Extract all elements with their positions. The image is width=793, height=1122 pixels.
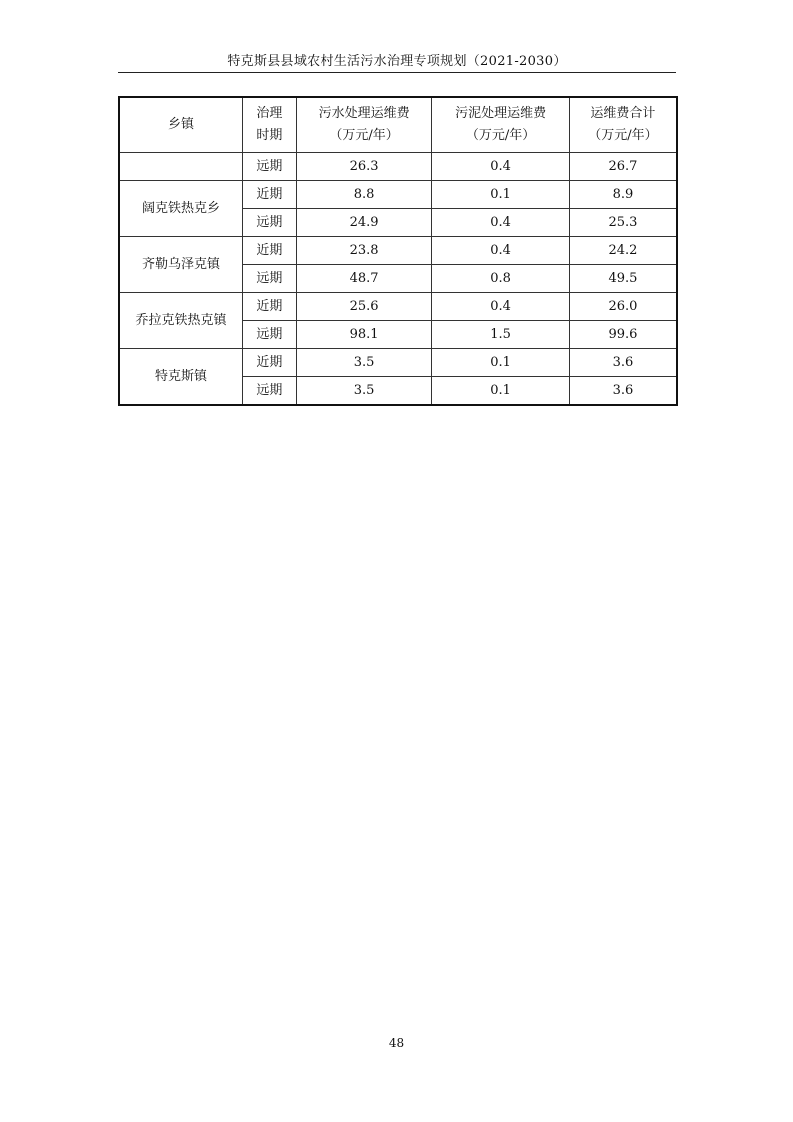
total-cost-cell: 26.7 <box>569 153 677 181</box>
town-cell: 齐勒乌泽克镇 <box>119 237 243 293</box>
header-sludge <box>432 97 570 153</box>
period-cell: 近期 <box>243 237 297 265</box>
sludge-cost-cell: 0.4 <box>432 209 570 237</box>
header-total <box>569 97 677 153</box>
period-cell: 远期 <box>243 265 297 293</box>
total-cost-cell: 3.6 <box>569 349 677 377</box>
sludge-cost-cell: 0.4 <box>432 237 570 265</box>
table-row <box>119 349 677 377</box>
town-cell: 乔拉克铁热克镇 <box>119 293 243 349</box>
header-total-line2: （万元/年） <box>588 128 658 143</box>
header-divider <box>118 72 676 73</box>
total-cost-cell: 24.2 <box>569 237 677 265</box>
table-header-row <box>119 97 677 153</box>
header-period-line1: 治理 <box>256 106 283 121</box>
total-cost-cell: 26.0 <box>569 293 677 321</box>
sludge-cost-cell: 0.4 <box>432 293 570 321</box>
period-cell: 近期 <box>243 293 297 321</box>
town-cell: 特克斯镇 <box>119 349 243 406</box>
header-sewage <box>296 97 432 153</box>
table-row <box>119 181 677 209</box>
sludge-cost-cell: 0.1 <box>432 181 570 209</box>
total-cost-cell: 49.5 <box>569 265 677 293</box>
header-sewage-line1: 污水处理运维费 <box>318 106 410 121</box>
sewage-cost-cell: 3.5 <box>296 349 432 377</box>
sludge-cost-cell: 1.5 <box>432 321 570 349</box>
table-row <box>119 293 677 321</box>
table-row <box>119 237 677 265</box>
total-cost-cell: 25.3 <box>569 209 677 237</box>
table-row <box>119 153 677 181</box>
sewage-cost-cell: 25.6 <box>296 293 432 321</box>
period-cell: 远期 <box>243 153 297 181</box>
sewage-cost-cell: 48.7 <box>296 265 432 293</box>
period-cell: 近期 <box>243 181 297 209</box>
header-town: 乡镇 <box>119 97 243 153</box>
period-cell: 远期 <box>243 209 297 237</box>
period-cell: 远期 <box>243 321 297 349</box>
sewage-cost-cell: 26.3 <box>296 153 432 181</box>
header-sewage-line2: （万元/年） <box>329 128 399 143</box>
sewage-cost-cell: 23.8 <box>296 237 432 265</box>
header-sludge-line1: 污泥处理运维费 <box>455 106 547 121</box>
sludge-cost-cell: 0.8 <box>432 265 570 293</box>
period-cell: 近期 <box>243 349 297 377</box>
header-sludge-line2: （万元/年） <box>465 128 536 143</box>
sludge-cost-cell: 0.1 <box>432 349 570 377</box>
sewage-cost-cell: 8.8 <box>296 181 432 209</box>
sewage-cost-cell: 24.9 <box>296 209 432 237</box>
sewage-cost-cell: 3.5 <box>296 377 432 406</box>
town-cell <box>119 153 243 181</box>
header-period <box>243 97 297 153</box>
page-header-title: 特克斯县县域农村生活污水治理专项规划（2021-2030） <box>227 54 567 69</box>
total-cost-cell: 99.6 <box>569 321 677 349</box>
total-cost-cell: 3.6 <box>569 377 677 406</box>
total-cost-cell: 8.9 <box>569 181 677 209</box>
page-number: 48 <box>388 1036 405 1050</box>
header-total-line1: 运维费合计 <box>590 106 656 121</box>
sludge-cost-cell: 0.1 <box>432 377 570 406</box>
header-period-line2: 时期 <box>256 128 283 143</box>
sewage-cost-cell: 98.1 <box>296 321 432 349</box>
maintenance-cost-table <box>118 96 678 406</box>
sludge-cost-cell: 0.4 <box>432 153 570 181</box>
town-cell: 阔克铁热克乡 <box>119 181 243 237</box>
period-cell: 远期 <box>243 377 297 406</box>
